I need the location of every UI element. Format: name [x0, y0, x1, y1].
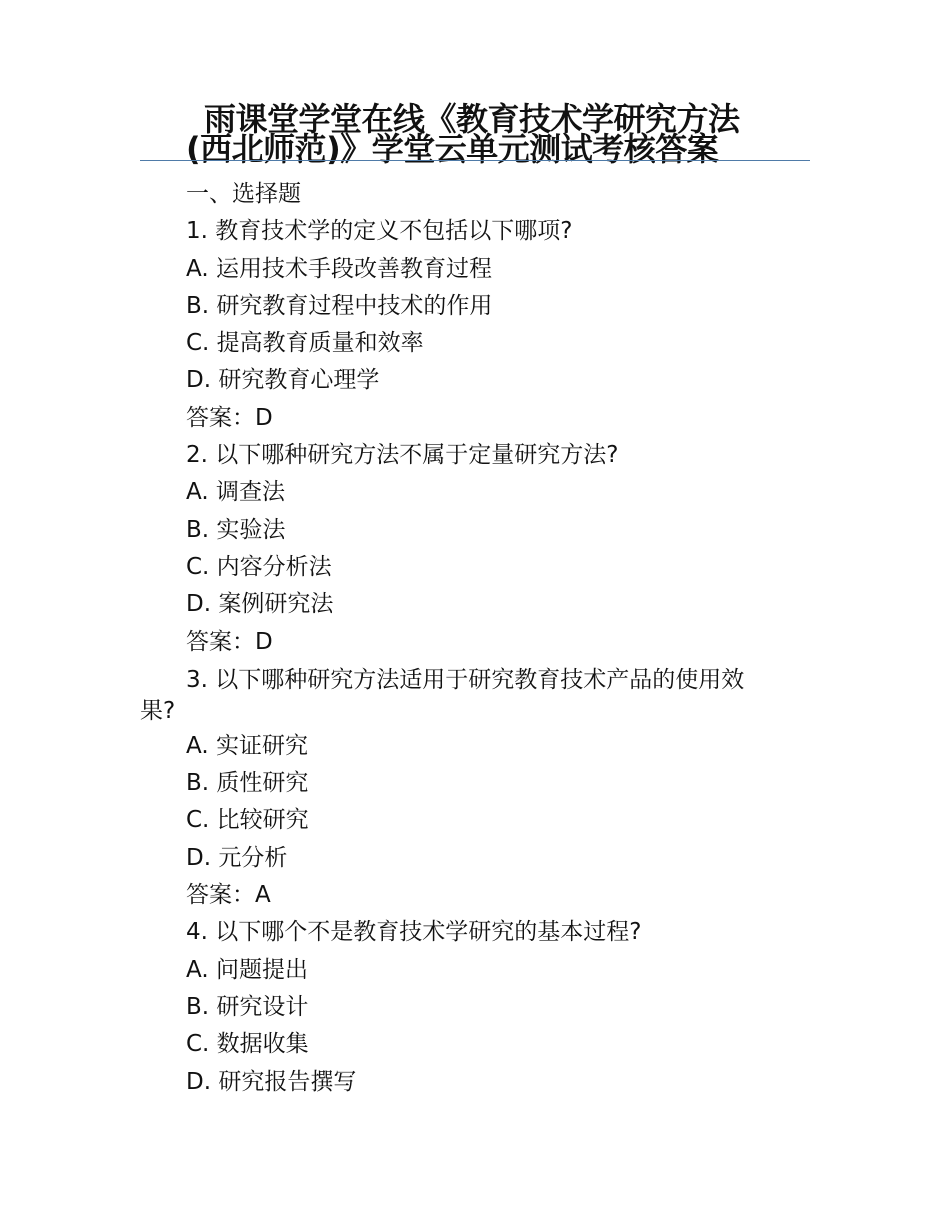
document-body — [140, 176, 806, 1101]
question-4-option-a: A. 问题提出 — [186, 956, 308, 983]
question-1-option-a: A. 运用技术手段改善教育过程 — [186, 255, 492, 282]
question-4-stem: 4. 以下哪个不是教育技术学研究的基本过程? — [186, 919, 642, 946]
question-4-option-d: D. 研究报告撰写 — [186, 1068, 357, 1095]
question-2-answer: 答案：D — [186, 628, 273, 655]
question-3-stem — [140, 661, 806, 728]
question-2-stem: 2. 以下哪种研究方法不属于定量研究方法? — [186, 442, 619, 469]
document-title-line-1: 雨课堂学堂在线《教育技术学研究方法 — [204, 100, 740, 138]
title-underline — [140, 160, 810, 161]
question-2-option-d: D. 案例研究法 — [186, 591, 334, 618]
question-4-option-c: C. 数据收集 — [186, 1031, 309, 1058]
question-3-option-c: C. 比较研究 — [186, 807, 309, 834]
question-1-option-d: D. 研究教育心理学 — [186, 367, 380, 394]
question-2-option-b: B. 实验法 — [186, 516, 286, 543]
document-title-line-2: (西北师范)》学堂云单元测试考核答案 — [186, 130, 719, 168]
question-1-option-c: C. 提高教育质量和效率 — [186, 330, 424, 357]
question-3-option-a: A. 实证研究 — [186, 732, 308, 759]
section-heading: 一、选择题 — [186, 181, 301, 207]
question-1-answer: 答案：D — [186, 404, 273, 431]
question-3-option-d: D. 元分析 — [186, 844, 288, 871]
question-3-stem-line-2: 果? — [140, 697, 176, 724]
document-title — [186, 100, 806, 168]
question-1-option-b: B. 研究教育过程中技术的作用 — [186, 292, 493, 319]
question-3-answer: 答案：A — [186, 882, 271, 909]
question-3-option-b: B. 质性研究 — [186, 770, 309, 797]
question-3-stem-line-1: 3. 以下哪种研究方法适用于研究教育技术产品的使用效 — [186, 666, 745, 693]
question-2-option-c: C. 内容分析法 — [186, 553, 332, 580]
question-2-option-a: A. 调查法 — [186, 479, 285, 506]
question-4-option-b: B. 研究设计 — [186, 993, 309, 1020]
question-1-stem: 1. 教育技术学的定义不包括以下哪项? — [186, 218, 573, 245]
